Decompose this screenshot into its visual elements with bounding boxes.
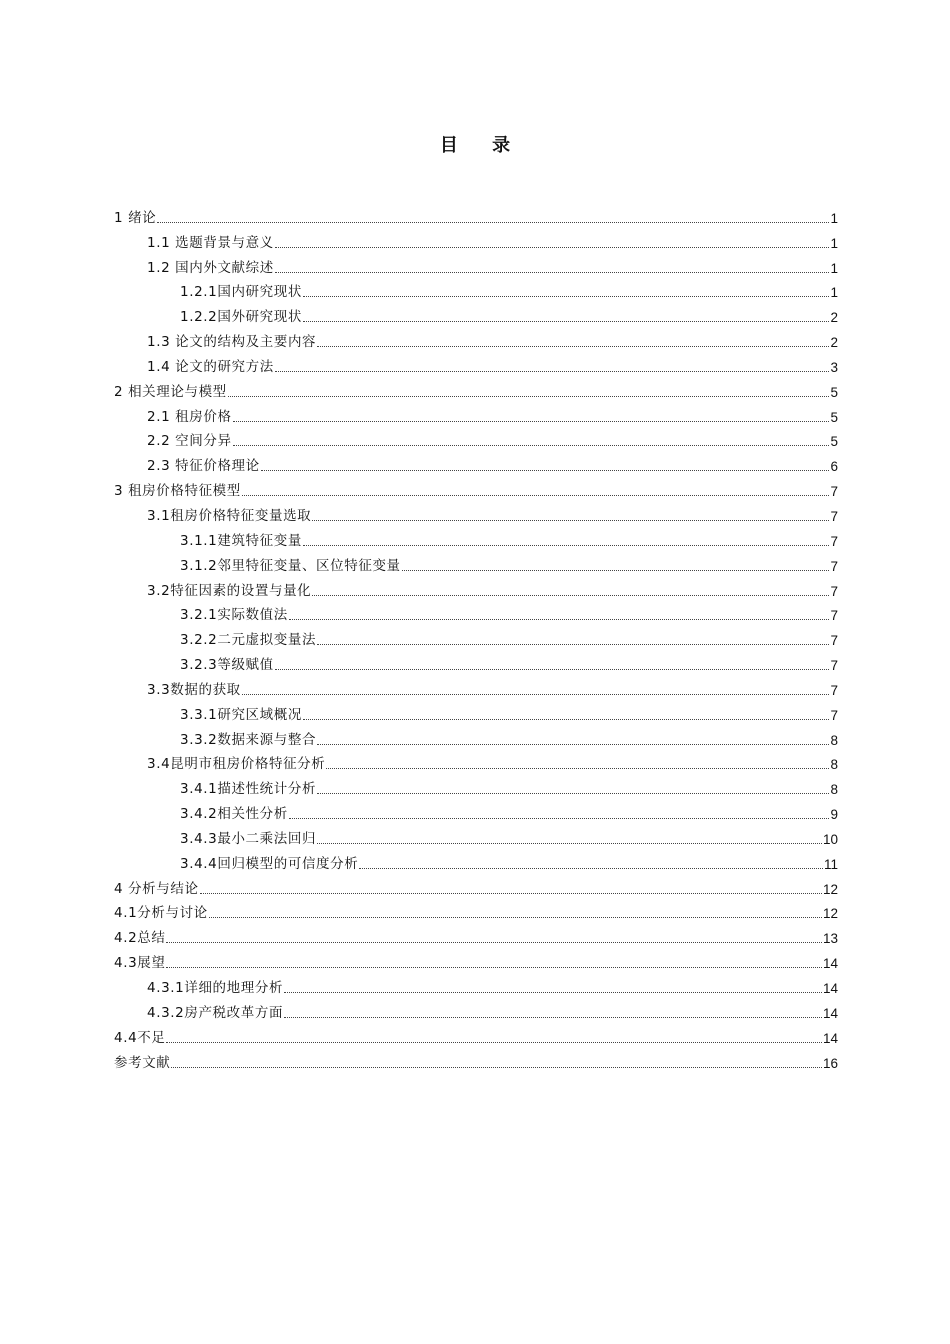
toc-entry-label: 3.3.2数据来源与整合 — [180, 731, 317, 748]
toc-entry[interactable] — [114, 898, 838, 923]
toc-entry-label: 1.3 论文的结构及主要内容 — [147, 334, 317, 351]
toc-page-number: 7 — [830, 682, 838, 698]
toc-dot-leader — [359, 868, 823, 869]
toc-dot-leader — [303, 321, 830, 322]
toc-page-number: 7 — [830, 533, 838, 549]
toc-entry[interactable] — [114, 550, 838, 575]
toc-page-number: 8 — [830, 757, 838, 773]
toc-dot-leader — [317, 346, 829, 347]
toc-dot-leader — [289, 818, 830, 819]
toc-title: 目 录 — [439, 135, 525, 156]
toc-page-number: 5 — [830, 384, 838, 400]
toc-dot-leader — [233, 421, 830, 422]
toc-entry[interactable] — [114, 624, 838, 649]
toc-entry[interactable] — [114, 301, 838, 326]
toc-dot-leader — [166, 942, 821, 943]
toc-entry[interactable] — [114, 972, 838, 997]
toc-dot-leader — [303, 545, 830, 546]
toc-entry[interactable] — [114, 749, 838, 774]
toc-entry[interactable] — [114, 252, 838, 277]
toc-entry[interactable] — [114, 500, 838, 525]
toc-entry[interactable] — [114, 227, 838, 252]
toc-entry[interactable] — [114, 376, 838, 401]
toc-entry[interactable] — [114, 600, 838, 625]
toc-entry-label: 4.3展望 — [114, 955, 166, 972]
toc-page-number: 9 — [830, 807, 838, 823]
toc-page-number: 5 — [830, 409, 838, 425]
toc-page-number: 6 — [830, 459, 838, 475]
toc-dot-leader — [317, 644, 829, 645]
toc-page-number: 10 — [822, 831, 838, 847]
toc-dot-leader — [228, 396, 830, 397]
toc-page-number: 8 — [830, 732, 838, 748]
toc-page-number: 16 — [822, 1055, 838, 1071]
toc-page-number: 2 — [830, 310, 838, 326]
toc-dot-leader — [157, 222, 829, 223]
toc-dot-leader — [171, 1067, 822, 1068]
toc-dot-leader — [317, 843, 822, 844]
toc-page-number: 1 — [830, 210, 838, 226]
toc-entry-label: 3.1租房价格特征变量选取 — [147, 507, 312, 524]
toc-dot-leader — [312, 595, 829, 596]
toc-dot-leader — [233, 445, 830, 446]
toc-entry[interactable] — [114, 873, 838, 898]
toc-entry[interactable] — [114, 426, 838, 451]
toc-page-number: 14 — [822, 1005, 838, 1021]
toc-dot-leader — [317, 793, 829, 794]
toc-entry-label: 4.2总结 — [114, 930, 166, 947]
toc-page-number: 1 — [830, 235, 838, 251]
toc-entry[interactable] — [114, 1022, 838, 1047]
toc-entry-label: 4.4不足 — [114, 1029, 166, 1046]
toc-dot-leader — [303, 719, 830, 720]
toc-entry[interactable] — [114, 450, 838, 475]
toc-dot-leader — [402, 570, 830, 571]
toc-entry[interactable] — [114, 674, 838, 699]
toc-entry[interactable] — [114, 475, 838, 500]
toc-entry-label: 3.4昆明市租房价格特征分析 — [147, 756, 326, 773]
toc-page-number: 1 — [830, 285, 838, 301]
toc-entry-label: 3 租房价格特征模型 — [114, 483, 241, 500]
toc-entry[interactable] — [114, 649, 838, 674]
toc-entry-label: 3.4.1描述性统计分析 — [180, 781, 317, 798]
toc-entry-label: 3.2.2二元虚拟变量法 — [180, 632, 317, 649]
toc-dot-leader — [275, 247, 830, 248]
toc-entry-label: 2.1 租房价格 — [147, 408, 232, 425]
toc-page-number: 14 — [822, 956, 838, 972]
toc-entry-label: 2.3 特征价格理论 — [147, 458, 260, 475]
toc-entry-label: 4 分析与结论 — [114, 880, 199, 897]
toc-page-number: 13 — [822, 931, 838, 947]
toc-page-number: 12 — [822, 906, 838, 922]
toc-entry-label: 3.1.1建筑特征变量 — [180, 532, 302, 549]
toc-dot-leader — [275, 272, 830, 273]
toc-entry-label: 1.2 国内外文献综述 — [147, 259, 274, 276]
toc-entry-label: 3.4.2相关性分析 — [180, 806, 288, 823]
toc-dot-leader — [284, 992, 822, 993]
toc-entry[interactable] — [114, 922, 838, 947]
toc-page-number: 3 — [830, 359, 838, 375]
toc-dot-leader — [275, 371, 830, 372]
toc-page-number: 7 — [830, 608, 838, 624]
toc-dot-leader — [200, 893, 822, 894]
toc-entry[interactable] — [114, 351, 838, 376]
toc-entry-label: 3.4.3最小二乘法回归 — [180, 830, 317, 847]
toc-entry[interactable] — [114, 575, 838, 600]
toc-page-number: 5 — [830, 434, 838, 450]
toc-dot-leader — [284, 1017, 822, 1018]
toc-entry-label: 3.3.1研究区域概况 — [180, 706, 302, 723]
toc-entry[interactable] — [114, 277, 838, 302]
toc-dot-leader — [312, 520, 829, 521]
toc-entry-label: 4.3.2房产税改革方面 — [147, 1004, 284, 1021]
toc-dot-leader — [242, 694, 830, 695]
toc-page-number: 14 — [822, 1030, 838, 1046]
toc-entry[interactable] — [114, 699, 838, 724]
toc-page-number: 14 — [822, 981, 838, 996]
toc-dot-leader — [303, 296, 830, 297]
toc-entry-label: 2 相关理论与模型 — [114, 383, 227, 400]
toc-entry[interactable] — [114, 773, 838, 798]
toc-entry[interactable] — [114, 724, 838, 749]
toc-page-number: 1 — [830, 260, 838, 276]
toc-list — [114, 202, 838, 1072]
toc-dot-leader — [261, 470, 830, 471]
toc-entry-label: 1 绪论 — [114, 209, 157, 226]
toc-entry-label: 1.2.2国外研究现状 — [180, 309, 302, 326]
toc-page-number: 7 — [830, 583, 838, 599]
toc-dot-leader — [242, 495, 830, 496]
toc-page-number: 7 — [830, 658, 838, 674]
toc-dot-leader — [326, 768, 829, 769]
toc-dot-leader — [289, 619, 830, 620]
toc-dot-leader — [209, 917, 822, 918]
toc-entry-label: 4.1分析与讨论 — [114, 905, 208, 922]
toc-entry-label: 参考文献 — [114, 1054, 171, 1071]
toc-entry[interactable] — [114, 947, 838, 972]
toc-page-number: 11 — [823, 856, 838, 872]
toc-entry-label: 2.2 空间分异 — [147, 433, 232, 450]
toc-page-number: 8 — [830, 782, 838, 798]
toc-entry-label: 3.4.4回归模型的可信度分析 — [180, 855, 359, 872]
toc-page-number: 7 — [830, 484, 838, 500]
toc-page-number: 7 — [830, 558, 838, 574]
toc-entry-label: 3.3数据的获取 — [147, 681, 241, 698]
toc-dot-leader — [166, 1042, 821, 1043]
toc-entry[interactable] — [114, 326, 838, 351]
toc-page-number: 2 — [830, 335, 838, 351]
toc-entry-label: 3.2.3等级赋值 — [180, 657, 274, 674]
toc-entry[interactable] — [114, 1047, 838, 1072]
toc-entry-label: 3.2.1实际数值法 — [180, 607, 288, 624]
toc-dot-leader — [166, 967, 821, 968]
toc-page-number: 12 — [822, 881, 838, 897]
toc-entry[interactable] — [114, 401, 838, 426]
toc-dot-leader — [317, 744, 829, 745]
toc-entry-label: 1.2.1国内研究现状 — [180, 284, 302, 301]
toc-page-number: 7 — [830, 707, 838, 723]
toc-entry-label: 1.4 论文的研究方法 — [147, 358, 274, 375]
toc-entry[interactable] — [114, 798, 838, 823]
toc-dot-leader — [275, 669, 830, 670]
toc-entry-label: 3.2特征因素的设置与量化 — [147, 582, 312, 599]
toc-page-number: 7 — [830, 633, 838, 649]
toc-entry[interactable] — [114, 823, 838, 848]
toc-page-number: 7 — [830, 508, 838, 524]
toc-entry[interactable] — [114, 525, 838, 550]
toc-entry[interactable] — [114, 848, 838, 873]
toc-entry[interactable] — [114, 202, 838, 227]
toc-entry[interactable] — [114, 997, 838, 1022]
toc-entry-label: 3.1.2邻里特征变量、区位特征变量 — [180, 557, 401, 574]
toc-entry-label: 1.1 选题背景与意义 — [147, 234, 274, 251]
toc-entry-label: 4.3.1详细的地理分析 — [147, 980, 284, 996]
